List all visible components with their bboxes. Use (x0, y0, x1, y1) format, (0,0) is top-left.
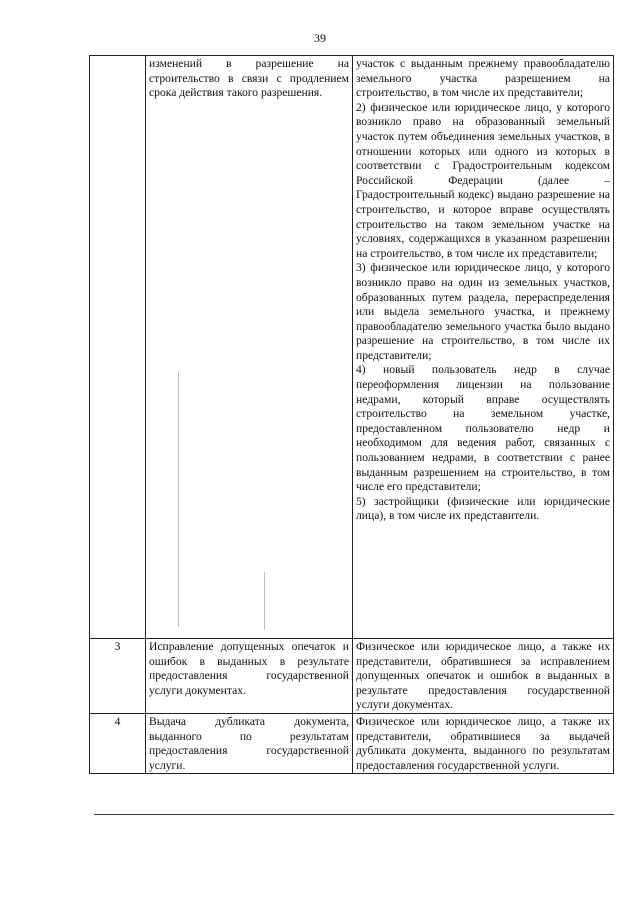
applicant-paragraph: 2) физическое или юридическое лицо, у которого возникло право на образованный земельный участок путем объединения земельных участков, в отношении которых или одного из которых в соответствии с Градостроительным кодексом Российской Федерации (далее – Градостроительный кодекс) выдано разрешение на строительство, и которое вправе осуществлять строительство на таком земельном участке на условиях, содержащихся в указанном разрешении на строительство, в том числе их представители; (356, 100, 610, 260)
applicants-cell (353, 713, 614, 773)
services-table (89, 55, 614, 774)
applicant-paragraph: Физическое или юридическое лицо, а также их представители, обратившиеся за выдачей дубликата документа, выданного по результатам предоставления государственной услуги. (356, 714, 610, 772)
service-name-cell: Выдача дубликата документа, выданного по результатам предоставления государственной услуги. (146, 713, 353, 773)
applicant-paragraph: Физическое или юридическое лицо, а также их представители, обратившиеся за исправлением допущенных опечаток и ошибок в выданных в результате предоставления государственной услуги документах. (356, 640, 610, 712)
table-row (90, 56, 614, 639)
applicants-cell (353, 56, 614, 639)
row-number-cell: 3 (90, 639, 146, 714)
service-name-cell: изменений в разрешение на строительство в связи с продлением срока действия такого разрешения. (146, 56, 353, 639)
applicant-paragraph: участок с выданным прежнему правообладателю земельного участка разрешением на строительство, в том числе их представители; (356, 57, 610, 100)
row-number-cell: 4 (90, 713, 146, 773)
table-row (90, 639, 614, 714)
table-row (90, 713, 614, 773)
page-number: 39 (314, 31, 326, 45)
service-name-cell: Исправление допущенных опечаток и ошибок в выданных в результате предоставления государственной услуги документах. (146, 639, 353, 714)
scan-artifact-line (178, 372, 179, 627)
applicant-paragraph: 5) застройщики (физические или юридические лица), в том числе их представители. (356, 494, 610, 523)
footer-rule (94, 814, 614, 815)
applicant-paragraph: 4) новый пользователь недр в случае переоформления лицензии на пользование недрами, который вправе осуществлять строительство на земельном участке, предоставленном пользователю недр и необходимом для ведения работ, связанных с пользованием недрами, в соответствии с ранее выданным разрешением на строительство, в том числе его представители; (356, 363, 610, 494)
scan-artifact-line (264, 572, 265, 630)
row-number-cell (90, 56, 146, 639)
applicant-paragraph: 3) физическое или юридическое лицо, у которого возникло право на один из земельных участков, образованных путем раздела, перераспределения или выдела земельного участка, и прежнему правообладателю земельного участка было выдано разрешение на строительство, в том числе их представители; (356, 261, 610, 362)
applicants-cell (353, 639, 614, 714)
